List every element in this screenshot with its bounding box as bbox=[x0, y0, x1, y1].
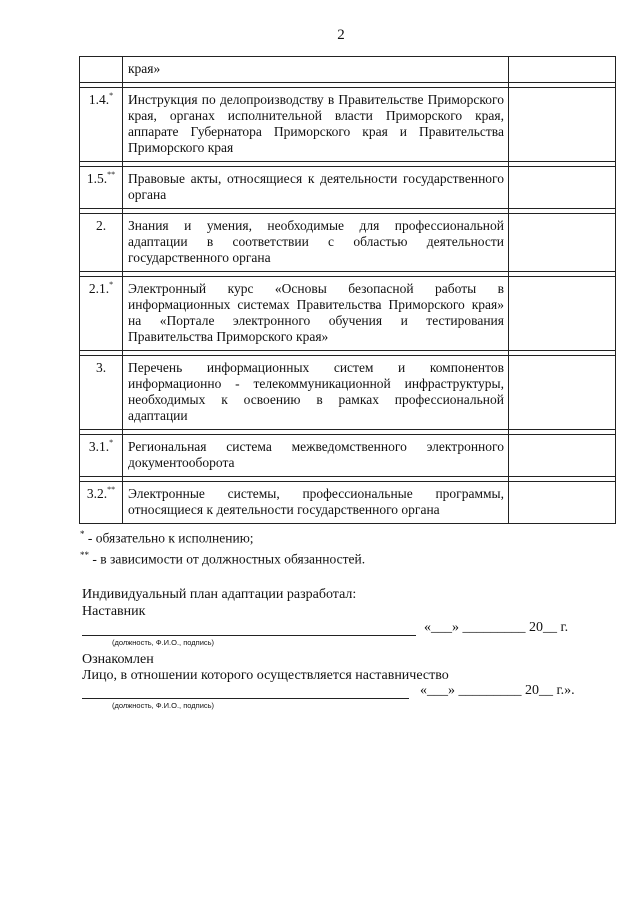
item-number: 3.1. bbox=[88, 439, 110, 454]
item-blank-cell bbox=[509, 482, 616, 524]
item-mark: * bbox=[109, 437, 114, 447]
item-blank-cell bbox=[509, 356, 616, 430]
mentor-signature-rule bbox=[82, 621, 416, 636]
item-number-cell bbox=[80, 167, 123, 209]
item-text: Правовые акты, относящиеся к деятельности государственного органа bbox=[123, 167, 509, 209]
item-number-cell bbox=[80, 214, 123, 272]
item-number: 3.2. bbox=[86, 486, 108, 501]
item-text: Региональная система межведомственного электронного документооборота bbox=[123, 435, 509, 477]
table-body bbox=[80, 57, 616, 524]
footnote-mark-single: * bbox=[80, 529, 85, 539]
mentor-signature-line bbox=[82, 621, 602, 638]
item-text: Знания и умения, необходимые для профессиональной адаптации в соответствии с областью деятельности государственного органа bbox=[123, 214, 509, 272]
mentor-label: Наставник bbox=[82, 604, 146, 619]
plan-developed-by: Индивидуальный план адаптации разработал: bbox=[82, 587, 357, 602]
item-text: Перечень информационных систем и компонентов информационно - телекоммуникационной инфраструктуры, необходимых к освоению в рамках профессиональной адаптации bbox=[123, 356, 509, 430]
item-text: Электронный курс «Основы безопасной работы в информационных системах Правительства Приморского края» на «Портале электронного обучения и тестирования Правительства Приморского края» bbox=[123, 277, 509, 351]
mentee-signature-line bbox=[82, 684, 602, 701]
footnotes bbox=[80, 526, 365, 567]
item-blank-cell bbox=[509, 214, 616, 272]
item-text: Инструкция по делопроизводству в Правительстве Приморского края, органах исполнительной власти Приморского края, аппарате Губернатора Приморского края и Правительства Приморского края bbox=[123, 88, 509, 162]
item-number: 1.5. bbox=[86, 171, 108, 186]
table-row bbox=[80, 57, 616, 83]
footnote-mark-double: ** bbox=[80, 549, 89, 560]
item-blank-cell bbox=[509, 435, 616, 477]
mentor-date: «___» _________ 20__ г. bbox=[424, 620, 569, 635]
table-row bbox=[80, 435, 616, 477]
item-number: 3. bbox=[95, 360, 107, 375]
item-number: 2.1. bbox=[88, 281, 110, 296]
item-number-cell bbox=[80, 482, 123, 524]
item-blank-cell bbox=[509, 88, 616, 162]
page-number: 2 bbox=[337, 27, 345, 43]
item-number: 2. bbox=[95, 218, 107, 233]
item-blank-cell bbox=[509, 167, 616, 209]
table-row bbox=[80, 277, 616, 351]
item-number: 1.4. bbox=[88, 92, 110, 107]
adaptation-plan-table bbox=[79, 56, 616, 524]
item-mark: * bbox=[109, 279, 114, 289]
item-blank-cell bbox=[509, 277, 616, 351]
item-mark: ** bbox=[107, 169, 116, 179]
item-text: края» bbox=[123, 57, 509, 83]
footnote-text-mandatory: - обязательно к исполнению; bbox=[84, 530, 254, 546]
item-number-cell bbox=[80, 277, 123, 351]
footnote-conditional bbox=[80, 547, 365, 568]
table-row bbox=[80, 482, 616, 524]
mentee-caption: (должность, Ф.И.О., подпись) bbox=[112, 701, 215, 710]
mentor-caption: (должность, Ф.И.О., подпись) bbox=[112, 638, 215, 647]
item-mark: ** bbox=[107, 484, 116, 494]
mentee-signature-rule bbox=[82, 684, 409, 699]
mentee-label: Лицо, в отношении которого осуществляется наставничество bbox=[82, 668, 449, 683]
item-number-cell bbox=[80, 435, 123, 477]
table-row bbox=[80, 167, 616, 209]
mentee-date: «___» _________ 20__ г.». bbox=[420, 683, 575, 698]
item-mark: * bbox=[109, 90, 114, 100]
table-row bbox=[80, 356, 616, 430]
item-number-cell bbox=[80, 356, 123, 430]
footnote-mandatory bbox=[80, 526, 365, 547]
table-row bbox=[80, 88, 616, 162]
item-text: Электронные системы, профессиональные программы, относящиеся к деятельности государственного органа bbox=[123, 482, 509, 524]
table-row bbox=[80, 214, 616, 272]
item-blank-cell bbox=[509, 57, 616, 83]
acquainted-label: Ознакомлен bbox=[82, 652, 154, 667]
footnote-text-conditional: - в зависимости от должностных обязанностей. bbox=[89, 551, 366, 566]
item-number-cell bbox=[80, 57, 123, 83]
item-number-cell bbox=[80, 88, 123, 162]
